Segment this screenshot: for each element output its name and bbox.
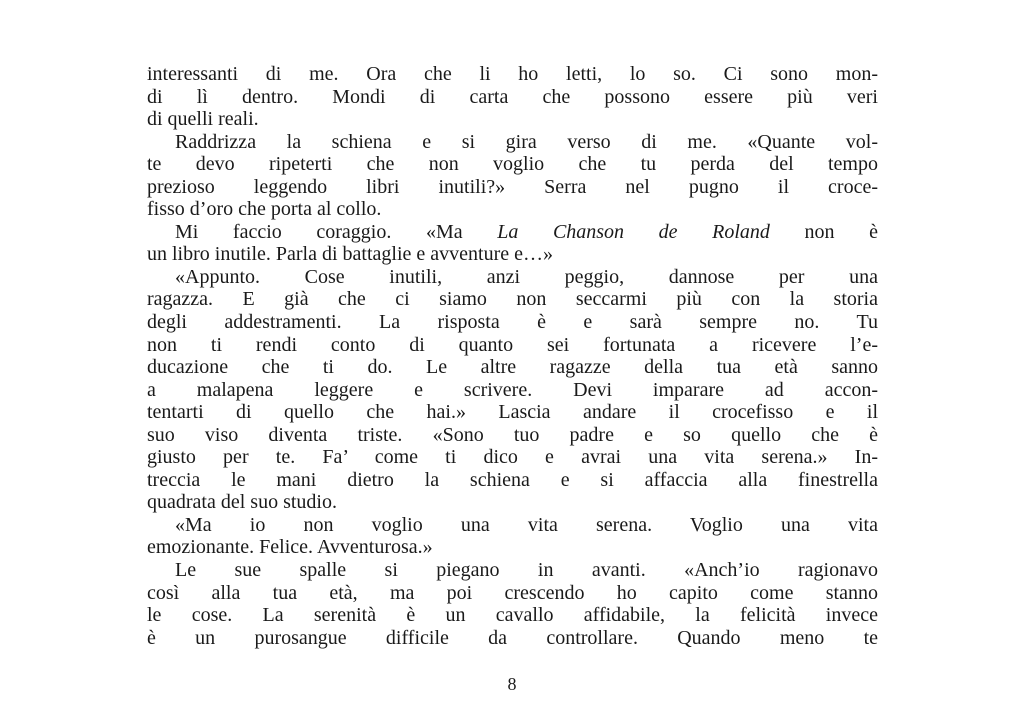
text-line: le cose. La serenità è un cavallo affidabile, la felicità invece — [147, 604, 878, 627]
text-line: così alla tua età, ma poi crescendo ho capito come stanno — [147, 581, 878, 604]
text-line: fisso d’oro che porta al collo. — [147, 198, 382, 221]
text-line: ragazza. E già che ci siamo non seccarmi più con la storia — [147, 288, 878, 311]
text-line: degli addestramenti. La risposta è e sarà sempre no. Tu — [147, 311, 878, 334]
text-line: di lì dentro. Mondi di carta che possono essere più veri — [147, 85, 878, 108]
text-line: giusto per te. Fa’ come ti dico e avrai una vita serena.» In- — [147, 446, 878, 469]
text-line: non ti rendi conto di quanto sei fortunata a ricevere l’e- — [147, 333, 878, 356]
text-segment: Mi faccio coraggio. «Ma — [175, 220, 498, 243]
text-line: prezioso leggendo libri inutili?» Serra nel pugno il croce- — [147, 175, 878, 198]
body-text — [147, 63, 878, 649]
text-line: suo viso diventa triste. «Sono tuo padre e so quello che è — [147, 423, 878, 446]
text-segment: non è — [769, 220, 878, 243]
text-line: interessanti di me. Ora che li ho letti, lo so. Ci sono mon- — [147, 63, 878, 85]
text-line: te devo ripeterti che non voglio che tu perda del tempo — [147, 153, 878, 176]
text-line: è un purosangue difficile da controllare. Quando meno te — [147, 626, 878, 649]
text-line: ducazione che ti do. Le altre ragazze della tua età sanno — [147, 356, 878, 379]
text-line — [147, 221, 878, 244]
text-line: «Ma io non voglio una vita serena. Voglio una vita — [175, 513, 878, 536]
page-number: 8 — [507, 674, 517, 694]
book-title-italic: La Chanson de Roland — [497, 220, 770, 243]
text-line: «Appunto. Cose inutili, anzi peggio, dannose per una — [175, 265, 878, 288]
text-line: di quelli reali. — [147, 108, 259, 131]
text-line: treccia le mani dietro la schiena e si affaccia alla finestrella — [147, 468, 878, 491]
text-line: Le sue spalle si piegano in avanti. «Anch’io ragionavo — [175, 559, 878, 582]
text-line: quadrata del suo studio. — [147, 491, 337, 514]
text-line: Raddrizza la schiena e si gira verso di me. «Quante vol- — [175, 130, 878, 153]
text-line: emozionante. Felice. Avventurosa.» — [147, 536, 433, 559]
text-line: tentarti di quello che hai.» Lascia andare il crocefisso e il — [147, 401, 878, 424]
text-line: un libro inutile. Parla di battaglie e avventure e…» — [147, 243, 553, 266]
text-line: a malapena leggere e scrivere. Devi imparare ad accon- — [147, 378, 878, 401]
